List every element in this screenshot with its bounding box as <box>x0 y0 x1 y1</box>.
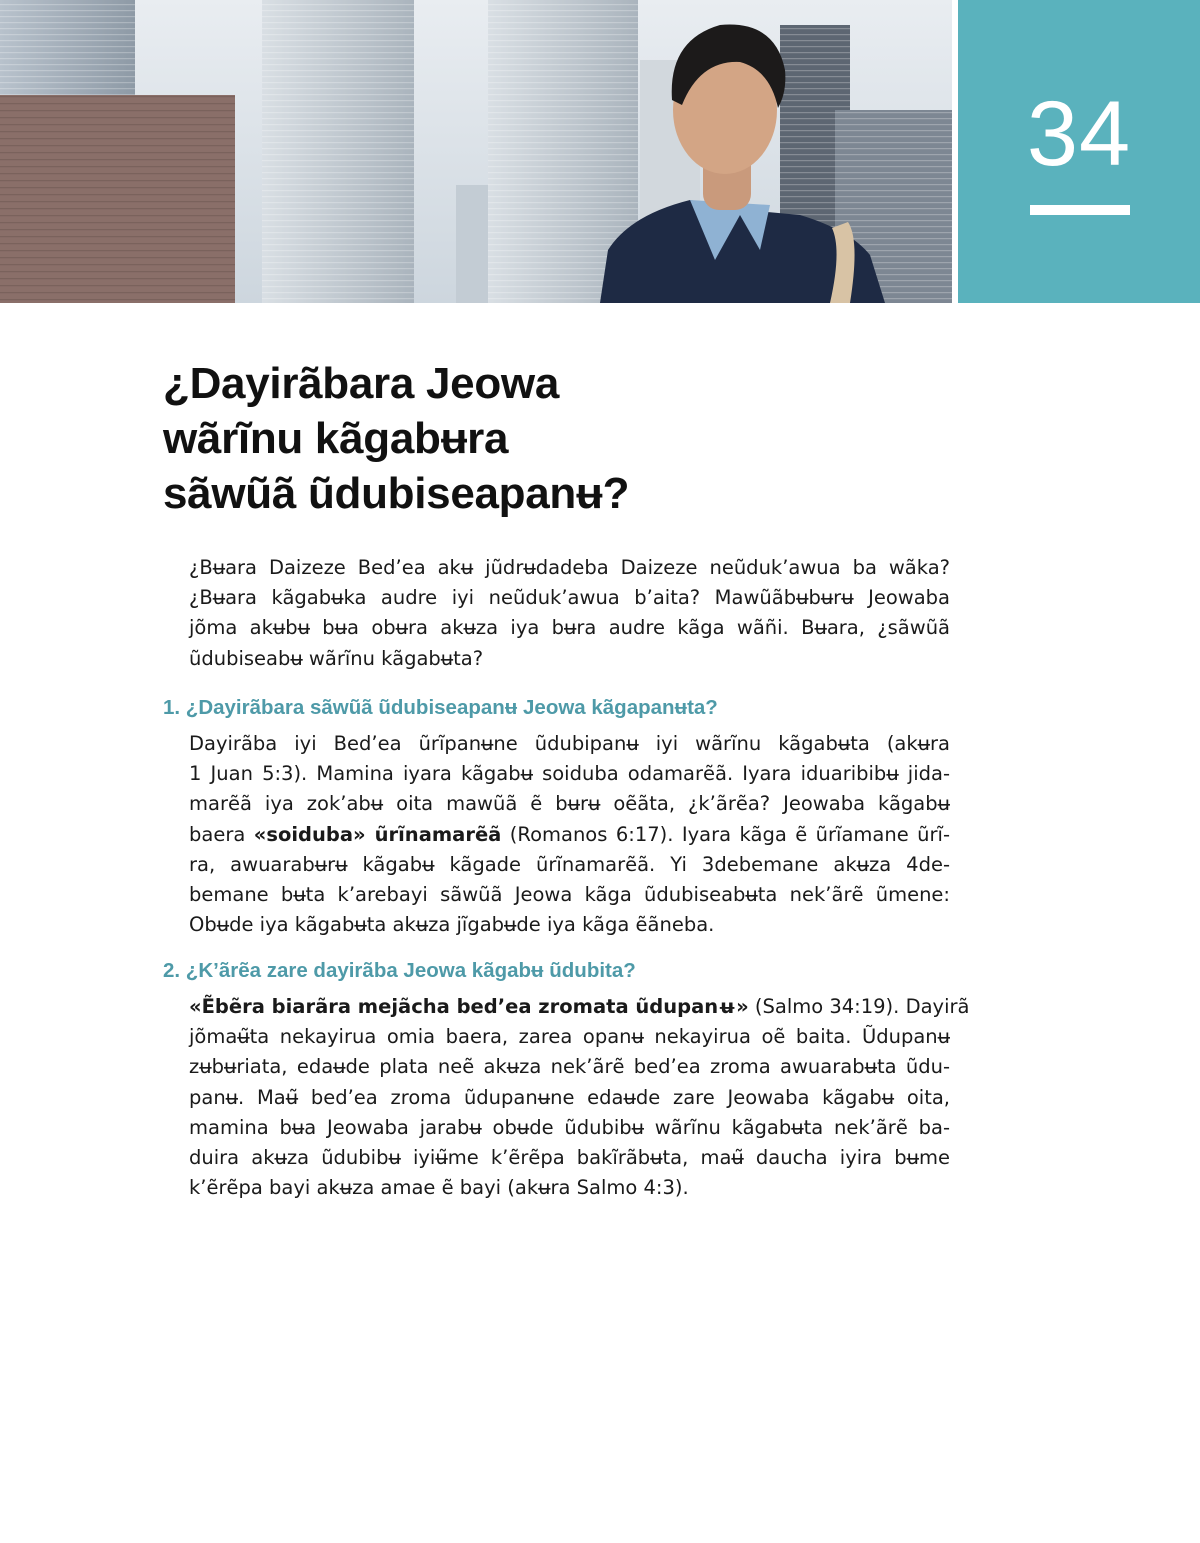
intro-line: ¿Bʉara Daizeze Bed’ea akʉ jũdrʉdadeba Daizeze neũduk’awua ba wãka? <box>189 556 950 579</box>
intro-line: ¿Bʉara kãgabʉka audre iyi neũduk’awua b’aita? Mawũãbʉbʉrʉ Jeowaba <box>189 586 950 610</box>
page-title <box>163 356 863 521</box>
answer-line: marẽã iya zok’abʉ oita mawũã ẽ bʉrʉ oẽãta, ¿k’ãrẽa? Jeowaba kãgabʉ <box>189 792 950 816</box>
chapter-number-underline <box>1030 205 1130 215</box>
header-banner <box>0 0 1200 303</box>
chapter-number-box <box>958 0 1200 303</box>
answer-line: baera «soiduba» ũrĩnamarẽã (Romanos 6:17). Iyara kãga ẽ ũrĩamane ũrĩ- <box>189 822 950 846</box>
answer-line: «Ẽbẽra biarãra mejãcha bed’ea zromata ũdupanʉ» (Salmo 34:19). Dayirã <box>189 995 970 1018</box>
question-2-heading: 2. ¿K’ãrẽa zare dayirãba Jeowa kãgabʉ ũdubita? <box>163 959 636 982</box>
bold-quote: «soiduba» ũrĩnamarẽã <box>253 822 502 846</box>
answer-line: ra, awuarabʉrʉ kãgabʉ kãgade ũrĩnamarẽã. Yi 3debemane akʉza 4de- <box>189 852 950 876</box>
answer-line: panʉ. Maʉ̃ bed’ea zroma ũdupanʉne edaʉde zare Jeowaba kãgabʉ oita, <box>189 1085 950 1109</box>
title-line: wãrĩnu kãgabʉra <box>163 414 509 463</box>
answer-line: mamina bʉa Jeowaba jarabʉ obʉde ũdubibʉ wãrĩnu kãgabʉta nek’ãrẽ ba- <box>189 1115 950 1139</box>
answer-line: Dayirãba iyi Bed’ea ũrĩpanʉne ũdubipanʉ iyi wãrĩnu kãgabʉta (akʉra <box>189 732 950 755</box>
intro-line: jõma akʉbʉ bʉa obʉra akʉza iya bʉra audre kãga wãñi. Bʉara, ¿sãwũã <box>189 616 950 640</box>
bold-quote: «Ẽbẽra biarãra mejãcha bed’ea zromata ũdupanʉ» <box>189 995 749 1018</box>
city-man-photo <box>0 0 952 303</box>
answer-line: zʉbʉriata, edaʉde plata neẽ akʉza nek’ãrẽ bed’ea zroma awuarabʉta ũdu- <box>189 1055 950 1079</box>
answer-1-paragraph <box>189 729 950 940</box>
title-line: ¿Dayirãbara Jeowa <box>163 359 559 408</box>
answer-line: duira akʉza ũdubibʉ iyiʉ̃me k’ẽrẽpa bakĩrãbʉta, maʉ̃ daucha iyira bʉme <box>189 1146 950 1170</box>
chapter-number: 34 <box>1026 83 1132 185</box>
intro-line: ũdubiseabʉ wãrĩnu kãgabʉta? <box>189 646 484 670</box>
intro-paragraph <box>189 553 950 674</box>
answer-line: k’ẽrẽpa bayi akʉza amae ẽ bayi (akʉra Salmo 4:3). <box>189 1176 689 1200</box>
question-1-heading: 1. ¿Dayirãbara sãwũã ũdubiseapanʉ Jeowa kãgapanʉta? <box>163 696 718 719</box>
answer-line: bemane bʉta k’arebayi sãwũã Jeowa kãga ũdubiseabʉta nek’ãrẽ ũmene: <box>189 883 950 907</box>
answer-2-paragraph <box>189 992 970 1203</box>
answer-line: Obʉde iya kãgabʉta akʉza jĩgabʉde iya kãga ẽãneba. <box>189 913 715 937</box>
title-line: sãwũã ũdubiseapanʉ? <box>163 469 630 518</box>
answer-line: jõmaʉ̃ta nekayirua omia baera, zarea opanʉ nekayirua oẽ baita. Ũdupanʉ <box>189 1025 950 1049</box>
answer-line: 1 Juan 5:3). Mamina iyara kãgabʉ soiduba odamarẽã. Iyara iduaribibʉ jida- <box>189 762 950 786</box>
